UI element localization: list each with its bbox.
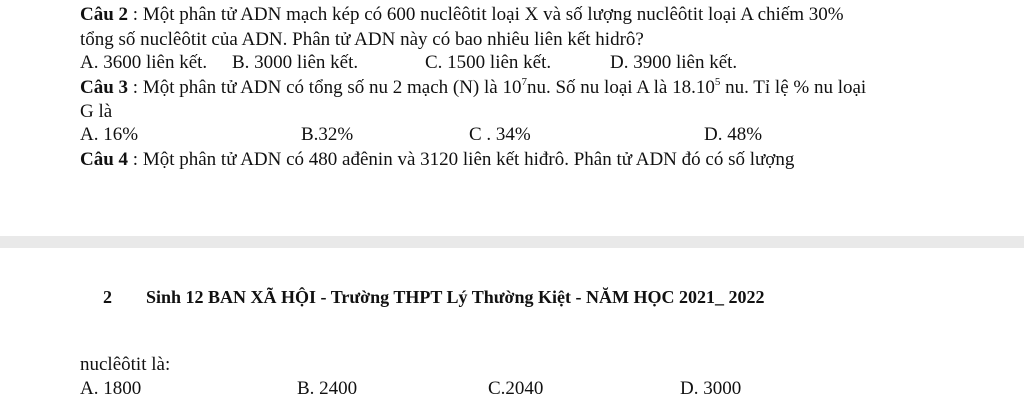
q2-line-1	[80, 4, 844, 26]
q2-option-a: A. 3600 liên kết.	[80, 52, 208, 73]
q3-option-d: D. 48%	[704, 124, 763, 145]
q4-option-d: D. 3000	[680, 378, 742, 399]
q4-line-continuation: nuclêôtit là:	[80, 354, 171, 375]
q3-option-c: C . 34%	[469, 124, 531, 145]
page-number: 2	[103, 287, 112, 307]
q3-exponent-a: 7	[521, 75, 527, 88]
footer-text: Sinh 12 BAN XÃ HỘI - Trường THPT Lý Thường Kiệt - NĂM HỌC 2021_ 2022	[146, 287, 765, 307]
q3-exponent-b: 5	[714, 75, 721, 88]
q3-option-a: A. 16%	[80, 124, 139, 145]
q4-label: Câu 4	[80, 149, 129, 170]
page-break-divider	[0, 236, 1024, 248]
q3-line-2: G là	[80, 101, 113, 122]
q3-text-a: : Một phân tử ADN có tổng số nu 2 mạch (N) là 10	[128, 77, 522, 98]
q4-option-a: A. 1800	[80, 378, 142, 399]
q3-line-1	[80, 77, 866, 99]
q3-text-c: nu. Tỉ lệ % nu loại	[720, 77, 867, 98]
q3-label: Câu 3	[80, 77, 129, 98]
q2-line-2: tổng số nuclêôtit của ADN. Phân tử ADN này có bao nhiêu liên kết hidrô?	[80, 29, 644, 50]
page-footer	[103, 287, 764, 308]
q2-label: Câu 2	[80, 4, 129, 25]
q2-option-b: B. 3000 liên kết.	[232, 52, 359, 73]
q4-option-b: B. 2400	[297, 378, 358, 399]
q2-option-c: C. 1500 liên kết.	[425, 52, 552, 73]
q3-text-b: nu. Số nu loại A là 18.10	[526, 77, 715, 98]
q2-option-d: D. 3900 liên kết.	[610, 52, 738, 73]
q4-text-1: : Một phân tử ADN có 480 ađênin và 3120 liên kết hiđrô. Phân tử ADN đó có số lượng	[128, 149, 795, 170]
q2-text-1: : Một phân tử ADN mạch kép có 600 nuclêôtit loại X và số lượng nuclêôtit loại A chiếm 30%	[128, 4, 844, 25]
q4-option-c: C.2040	[488, 378, 544, 399]
q4-line-1	[80, 149, 794, 171]
q3-option-b: B.32%	[301, 124, 354, 145]
